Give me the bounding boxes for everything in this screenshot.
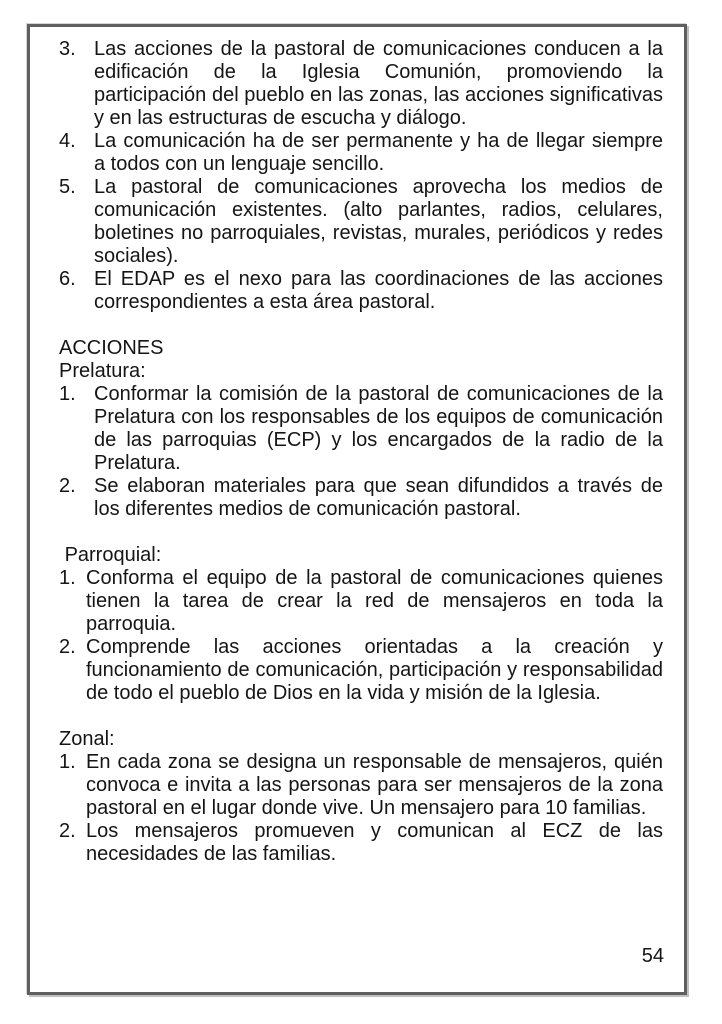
numbered-item [59, 38, 663, 130]
item-text: La pastoral de comunicaciones aprovecha los medios de comunicación existentes. (alto parlantes, radios, celulares, boletines no parroquiales, revistas, murales, periódicos y redes sociales). [94, 176, 663, 267]
section-heading-acciones: ACCIONES [59, 337, 164, 359]
numbered-item [59, 176, 663, 268]
blank-line [59, 521, 663, 544]
item-number: 2. [59, 475, 76, 497]
item-text: Se elaboran materiales para que sean difundidos a través de los diferentes medios de comunicación pastoral. [94, 475, 663, 520]
item-text: Los mensajeros promueven y comunican al ECZ de las necesidades de las familias. [86, 820, 663, 865]
document-page [27, 24, 687, 995]
blank-line [59, 314, 663, 337]
numbered-item [59, 820, 663, 866]
item-number: 1. [59, 567, 76, 589]
section-heading-zonal: Zonal: [59, 728, 115, 750]
item-number: 3. [59, 38, 76, 60]
item-text: Conformar la comisión de la pastoral de comunicaciones de la Prelatura con los responsables de los equipos de comunicación de las parroquias (ECP) y los encargados de la radio de la Prelatura. [94, 383, 663, 474]
numbered-item [59, 130, 663, 176]
page-number: 54 [641, 945, 664, 967]
numbered-item [59, 475, 663, 521]
numbered-item [59, 383, 663, 475]
section-heading-prelatura: Prelatura: [59, 360, 146, 382]
item-text: El EDAP es el nexo para las coordinaciones de las acciones correspondientes a esta área pastoral. [94, 268, 663, 313]
numbered-item [59, 636, 663, 705]
numbered-item [59, 751, 663, 820]
numbered-item [59, 567, 663, 636]
item-text: En cada zona se designa un responsable de mensajeros, quién convoca e invita a las personas para ser mensajeros de la zona pastoral en el lugar donde vive. Un mensajero para 10 familias. [86, 751, 663, 819]
item-number: 4. [59, 130, 76, 152]
item-text: Conforma el equipo de la pastoral de comunicaciones quienes tienen la tarea de crear la red de mensajeros en toda la parroquia. [86, 567, 663, 635]
item-number: 2. [59, 820, 76, 842]
item-number: 1. [59, 751, 76, 773]
item-number: 2. [59, 636, 76, 658]
item-number: 6. [59, 268, 76, 290]
item-number: 5. [59, 176, 76, 198]
item-text: La comunicación ha de ser permanente y ha de llegar siempre a todos con un lenguaje sencillo. [94, 130, 663, 175]
section-heading-parroquial: Parroquial: [59, 544, 162, 566]
item-number: 1. [59, 383, 76, 405]
numbered-item [59, 268, 663, 314]
item-text: Las acciones de la pastoral de comunicaciones conducen a la edificación de la Iglesia Comunión, promoviendo la participación del pueblo en las zonas, las acciones significativas y en las estructuras de escucha y diálogo. [94, 38, 663, 129]
blank-line [59, 705, 663, 728]
item-text: Comprende las acciones orientadas a la creación y funcionamiento de comunicación, participación y responsabilidad de todo el pueblo de Dios en la vida y misión de la Iglesia. [86, 636, 663, 704]
page-content [30, 27, 684, 866]
